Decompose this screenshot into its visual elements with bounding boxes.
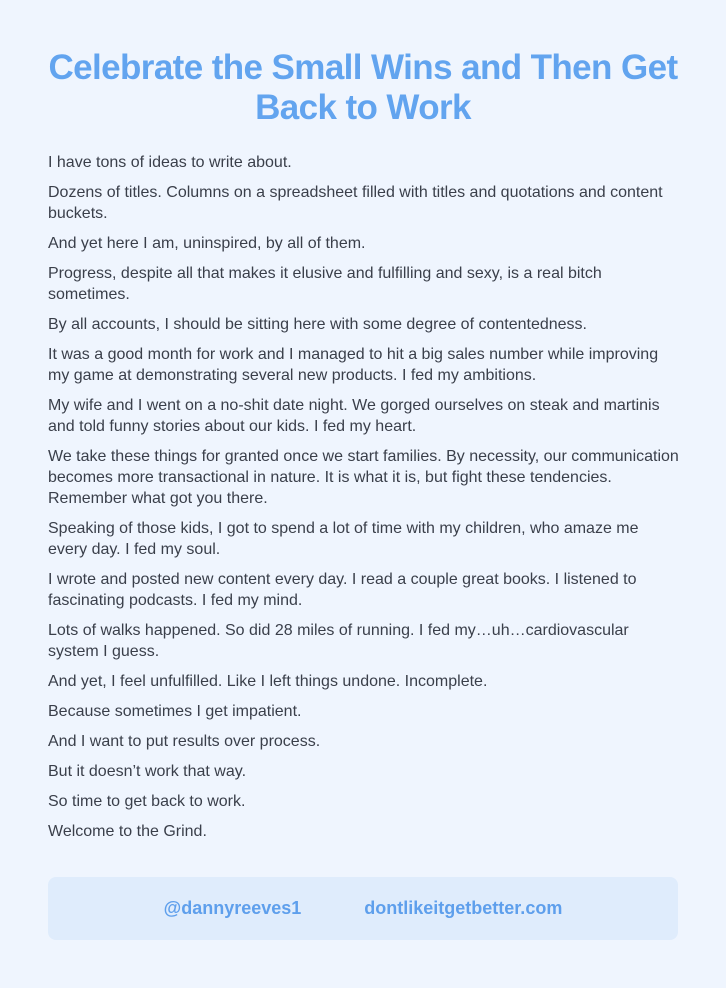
paragraph: But it doesn’t work that way.	[48, 763, 247, 780]
article-body	[48, 152, 682, 851]
paragraph: It was a good month for work and I managed to hit a big sales number while improving my game at demonstrating several new products. I fed my ambitions.	[48, 346, 659, 384]
paragraph: My wife and I went on a no-shit date night. We gorged ourselves on steak and martinis and told funny stories about our kids. I fed my heart.	[48, 397, 660, 435]
paragraph: Welcome to the Grind.	[48, 823, 207, 840]
paragraph: And yet, I feel unfulfilled. Like I left things undone. Incomplete.	[48, 673, 488, 690]
article-title: Celebrate the Small Wins and Then Get Back to Work	[48, 48, 678, 127]
paragraph: Progress, despite all that makes it elusive and fulfilling and sexy, is a real bitch sometimes.	[48, 265, 602, 303]
twitter-handle-link[interactable]: @dannyreeves1	[163, 898, 302, 918]
paragraph: I have tons of ideas to write about.	[48, 154, 292, 171]
paragraph: We take these things for granted once we start families. By necessity, our communication becomes more transactional in nature. It is what it is, but fight these tendencies. Remember what got you there.	[48, 448, 679, 507]
paragraph: Lots of walks happened. So did 28 miles of running. I fed my…uh…cardiovascular system I guess.	[48, 622, 629, 660]
paragraph: And yet here I am, uninspired, by all of them.	[48, 235, 366, 252]
paragraph: I wrote and posted new content every day. I read a couple great books. I listened to fascinating podcasts. I fed my mind.	[48, 571, 637, 609]
paragraph: Dozens of titles. Columns on a spreadsheet filled with titles and quotations and content buckets.	[48, 184, 663, 222]
website-link[interactable]: dontlikeitgetbetter.com	[364, 898, 563, 918]
footer-bar	[48, 877, 678, 940]
paragraph: By all accounts, I should be sitting here with some degree of contentedness.	[48, 316, 587, 333]
paragraph: Speaking of those kids, I got to spend a lot of time with my children, who amaze me every day. I fed my soul.	[48, 520, 639, 558]
paragraph: Because sometimes I get impatient.	[48, 703, 302, 720]
paragraph: So time to get back to work.	[48, 793, 246, 810]
paragraph: And I want to put results over process.	[48, 733, 321, 750]
